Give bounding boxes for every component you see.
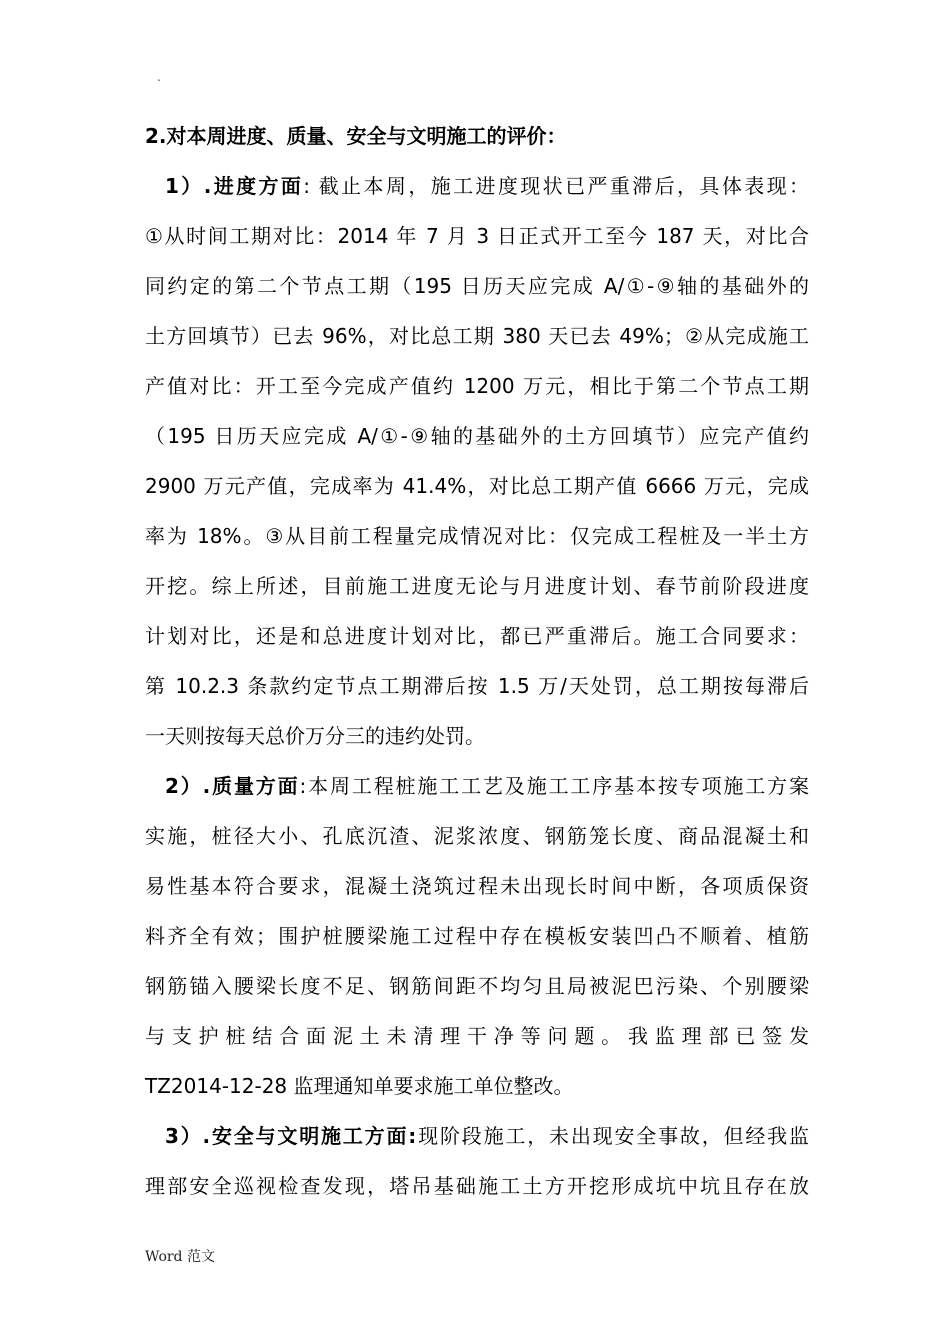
text-line <box>145 1016 809 1066</box>
text-line <box>145 766 809 816</box>
text-line <box>145 316 809 366</box>
line-text: 土方回填节）已去 96%，对比总工期 380 天已去 49%；②从完成施工 <box>145 324 809 348</box>
body-text <box>145 166 809 1216</box>
text-line <box>145 616 809 666</box>
line-text: 开挖。综上所述，目前施工进度无论与月进度计划、春节前阶段进度 <box>145 574 809 598</box>
paragraph-label: 3）.安全与文明施工方面: <box>165 1124 417 1148</box>
line-text: 率为 18%。③从目前工程量完成情况对比：仅完成工程桩及一半土方 <box>145 524 809 548</box>
line-text: ①从时间工期对比：2014 年 7 月 3 日正式开工至今 187 天，对比合 <box>145 224 809 248</box>
paragraph-label: 2）.质量方面 <box>165 774 300 798</box>
line-text: 钢筋锚入腰梁长度不足、钢筋间距不均匀且局被泥巴污染、个别腰梁 <box>145 974 809 998</box>
line-text: : 截止本周，施工进度现状已严重滞后，具体表现： <box>303 174 809 198</box>
text-line <box>145 266 809 316</box>
section-heading: 2.对本周进度、质量、安全与文明施工的评价： <box>145 124 567 148</box>
text-line <box>145 966 809 1016</box>
text-line <box>145 716 809 766</box>
text-line <box>145 216 809 266</box>
line-text: 实施，桩径大小、孔底沉渣、泥浆浓度、钢筋笼长度、商品混凝土和 <box>145 824 809 848</box>
line-text: 现阶段施工，未出现安全事故，但经我监 <box>416 1124 810 1148</box>
text-line <box>145 666 809 716</box>
text-line <box>145 516 809 566</box>
text-line <box>145 1066 809 1116</box>
text-line <box>145 916 809 966</box>
line-text: 理部安全巡视检查发现，塔吊基础施工土方开挖形成坑中坑且存在放 <box>145 1174 809 1198</box>
text-line <box>145 1116 809 1166</box>
page-footer: Word 范文 <box>145 1249 215 1265</box>
line-text: 计划对比，还是和总进度计划对比，都已严重滞后。施工合同要求： <box>145 624 809 648</box>
paragraph-label: 1）.进度方面 <box>165 174 304 198</box>
line-text: 与支护桩结合面泥土未清理干净等问题。我监理部已签发 <box>145 1024 809 1048</box>
text-line <box>145 366 809 416</box>
line-text: 料齐全有效；围护桩腰梁施工过程中存在模板安装凹凸不顺着、植筋 <box>145 924 809 948</box>
header-mark: . <box>157 70 161 84</box>
text-line <box>145 866 809 916</box>
line-text: 易性基本符合要求，混凝土浇筑过程未出现长时间中断，各项质保资 <box>145 874 809 898</box>
text-line <box>145 466 809 516</box>
text-line <box>145 816 809 866</box>
text-line <box>145 566 809 616</box>
line-text: （195 日历天应完成 A/①-⑨轴的基础外的土方回填节）应完产值约 <box>145 424 809 448</box>
text-line <box>145 416 809 466</box>
line-text: 2900 万元产值，完成率为 41.4%，对比总工期产值 6666 万元，完成 <box>145 474 809 498</box>
text-line <box>145 1166 809 1216</box>
text-line <box>145 166 809 216</box>
line-text: 第 10.2.3 条款约定节点工期滞后按 1.5 万/天处罚，总工期按每滞后 <box>145 674 809 698</box>
line-text: 产值对比：开工至今完成产值约 1200 万元，相比于第二个节点工期 <box>145 374 809 398</box>
line-text: :本周工程桩施工工艺及施工工序基本按专项施工方案 <box>299 774 809 798</box>
line-text: 同约定的第二个节点工期（195 日历天应完成 A/①-⑨轴的基础外的 <box>145 274 809 298</box>
line-text: TZ2014-12-28 监理通知单要求施工单位整改。 <box>145 1074 574 1098</box>
line-text: 一天则按每天总价万分三的违约处罚。 <box>145 724 485 748</box>
